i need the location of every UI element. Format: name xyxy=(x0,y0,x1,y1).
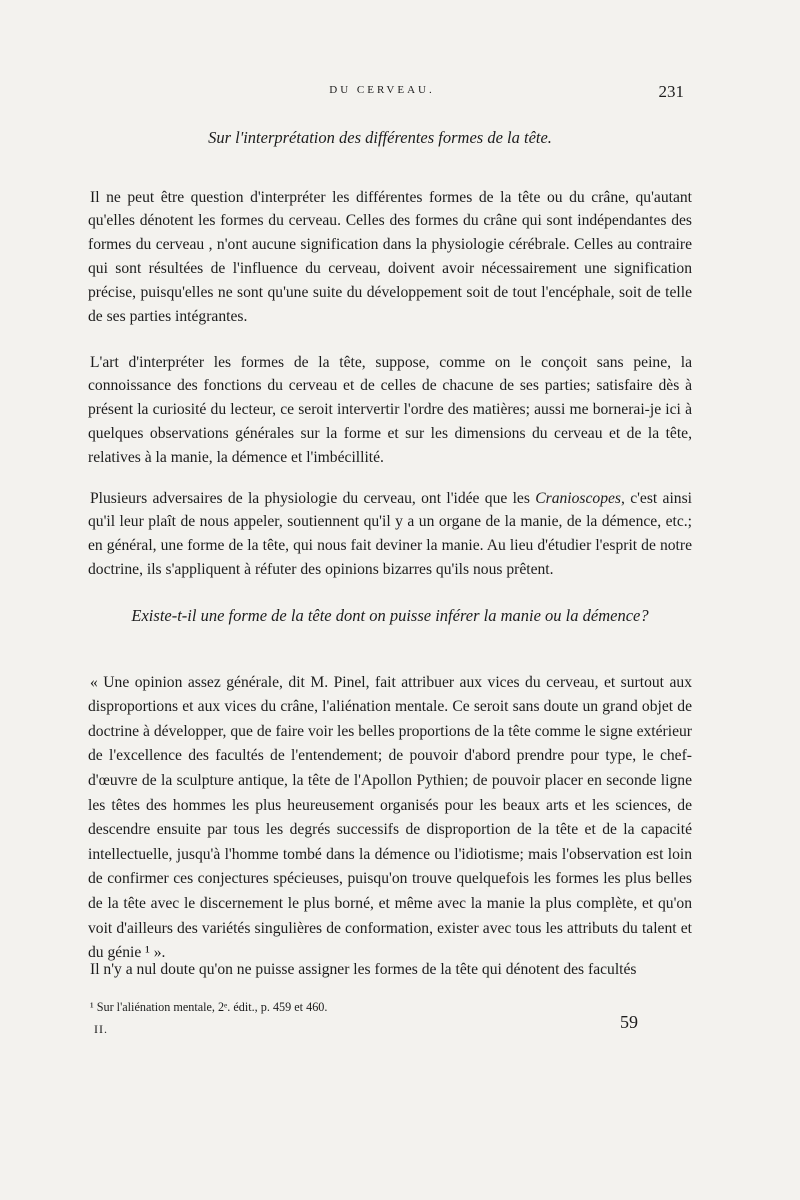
paragraph-3-text-b: , c'est ainsi qu'il leur plaît de nous appeler, soutiennent qu'il y a un organe de la manie, de la démence, etc.; en général, une forme de la tête, qui nous fait deviner la manie. Au lieu d'étudier l'esprit de notre doctrine, ils s'appliquent à réfuter des opinions bizarres qu'ils nous prêtent. xyxy=(88,489,693,578)
section-heading: Sur l'interprétation des différentes formes de la tête. xyxy=(208,128,552,147)
subheading-question: Existe-t-il une forme de la tête dont on puisse inférer la manie ou la démence? xyxy=(131,606,649,625)
signature-mark: 59 xyxy=(620,1012,638,1032)
paragraph-4-quote: « Une opinion assez générale, dit M. Pinel, fait attribuer aux vices du cerveau, et surtout aux disproportions et aux vices du crâne, l'aliénation mentale. Ce seroit sans doute un grand objet de doctrine à développer, que de faire voir les belles proportions de la tête comme le signe extérieur de l'excellence des facultés de l'entendement; de pouvoir d'abord prendre pour type, le chef-d'œuvre de la sculpture antique, la tête de l'Apollon Pythien; de pouvoir placer en seconde ligne les têtes des hommes les plus heureusement organisés pour les beaux arts et les sciences, de descendre ensuite par tous les degrés successifs de disproportion de la tête et de la capacité intellectuelle, jusqu'à l'homme tombé dans la démence ou l'idiotisme; mais l'observation est loin de confirmer ces conjectures spécieuses, puisqu'on trouve quelquefois les formes les plus belles de la tête avec le discernement le plus borné, et même avec la manie la plus complète, et qu'on voit d'ailleurs des variétés singulières de conformation, exister avec tous les attributs du talent et du génie ¹ ». xyxy=(88,673,692,962)
running-title: DU CERVEAU. xyxy=(329,84,435,96)
sheet-mark: II. xyxy=(94,1022,108,1036)
paragraph-3-text-a: Plusieurs adversaires de la physiologie du cerveau, ont l'idée que les xyxy=(90,489,536,507)
page-number: 231 xyxy=(658,82,684,101)
footnote: ¹ Sur l'aliénation mentale, 2ᵉ. édit., p. 459 et 460. xyxy=(90,1000,328,1014)
paragraph-3 xyxy=(88,487,692,582)
paragraph-5: Il n'y a nul doute qu'on ne puisse assigner les formes de la tête qui dénotent des facultés xyxy=(90,960,637,978)
paragraph-2: L'art d'interpréter les formes de la tête, suppose, comme on le conçoit sans peine, la connoissance des fonctions du cerveau et de celles de chacune de ses parties; satisfaire dès à présent la curiosité du lecteur, ce seroit intervertir l'ordre des matières; aussi me bornerai-je ici à quelques observations générales sur la forme et sur les dimensions du cerveau et de la tête, relatives à la manie, la démence et l'imbécillité. xyxy=(88,353,692,466)
paragraph-3-italic-term: Cranioscopes xyxy=(535,489,621,507)
paragraph-1: Il ne peut être question d'interpréter les différentes formes de la tête ou du crâne, qu'autant qu'elles dénotent les formes du cerveau. Celles des formes du crâne qui sont indépendantes des formes du cerveau , n'ont aucune signification dans la physiologie cérébrale. Celles au contraire qui sont résultées de l'influence du cerveau, doivent avoir nécessairement une signification précise, puisqu'elles ne sont qu'une suite du développement soit de tout l'encéphale, soit de telle de ses parties intégrantes. xyxy=(88,188,692,325)
